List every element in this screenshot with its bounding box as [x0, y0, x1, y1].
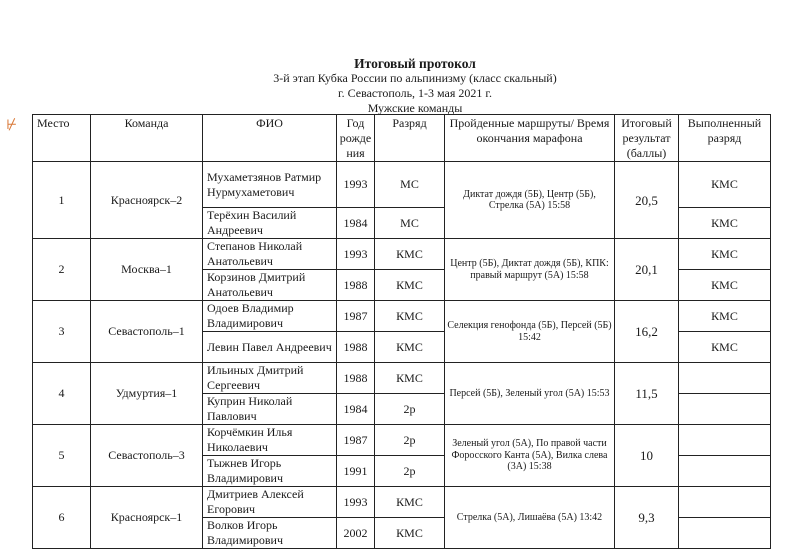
member-rank: КМС	[375, 487, 445, 518]
achieved-cell	[679, 394, 771, 425]
team-cell: Удмуртия–1	[91, 363, 203, 425]
achieved-cell	[679, 456, 771, 487]
place-cell: 4	[33, 363, 91, 425]
member-rank: КМС	[375, 270, 445, 301]
achieved-cell: КМС	[679, 162, 771, 208]
table-row	[33, 487, 771, 518]
member-year: 1987	[337, 301, 375, 332]
result-cell: 11,5	[615, 363, 679, 425]
member-name: Корзинов Дмитрий Анатольевич	[203, 270, 337, 301]
member-rank: 2р	[375, 425, 445, 456]
team-cell: Красноярск–2	[91, 162, 203, 239]
routes-cell: Зеленый угол (5А), По правой части Форосского Канта (5А), Вилка слева (3А) 15:38	[445, 425, 615, 487]
place-cell: 6	[33, 487, 91, 549]
member-year: 1988	[337, 363, 375, 394]
result-cell: 9,3	[615, 487, 679, 549]
document-header	[0, 56, 800, 116]
routes-cell: Персей (5Б), Зеленый угол (5А) 15:53	[445, 363, 615, 425]
team-cell: Севастополь–1	[91, 301, 203, 363]
member-year: 1993	[337, 487, 375, 518]
member-rank: КМС	[375, 363, 445, 394]
result-cell: 16,2	[615, 301, 679, 363]
event-location: г. Севастополь, 1-3 мая 2021 г.	[338, 86, 492, 100]
result-cell: 10	[615, 425, 679, 487]
header-result: Итоговый результат (баллы)	[615, 115, 679, 162]
member-rank: КМС	[375, 239, 445, 270]
place-cell: 2	[33, 239, 91, 301]
document-subtitle: 3-й этап Кубка России по альпинизму (класс скальный)	[273, 71, 557, 85]
table-row	[33, 162, 771, 208]
table-header-row	[33, 115, 771, 162]
table-row	[33, 363, 771, 394]
routes-cell: Диктат дождя (5Б), Центр (5Б), Стрелка (5А) 15:58	[445, 162, 615, 239]
member-name: Ильиных Дмитрий Сергеевич	[203, 363, 337, 394]
achieved-cell: КМС	[679, 239, 771, 270]
member-year: 1988	[337, 332, 375, 363]
member-name: Терёхин Василий Андреевич	[203, 208, 337, 239]
member-year: 1993	[337, 239, 375, 270]
member-year: 2002	[337, 518, 375, 549]
achieved-cell	[679, 518, 771, 549]
team-cell: Красноярск–1	[91, 487, 203, 549]
member-rank: МС	[375, 162, 445, 208]
member-rank: 2р	[375, 456, 445, 487]
team-cell: Севастополь–3	[91, 425, 203, 487]
achieved-cell	[679, 363, 771, 394]
member-name: Куприн Николай Павлович	[203, 394, 337, 425]
member-rank: КМС	[375, 518, 445, 549]
member-name: Левин Павел Андреевич	[203, 332, 337, 363]
routes-cell: Селекция генофонда (5Б), Персей (5Б) 15:42	[445, 301, 615, 363]
achieved-cell	[679, 425, 771, 456]
member-rank: 2р	[375, 394, 445, 425]
header-rank: Разряд	[375, 115, 445, 162]
table-row	[33, 425, 771, 456]
routes-cell: Стрелка (5А), Лишаёва (5А) 13:42	[445, 487, 615, 549]
member-rank: КМС	[375, 332, 445, 363]
header-achieved: Выполненный разряд	[679, 115, 771, 162]
place-cell: 3	[33, 301, 91, 363]
member-year: 1987	[337, 425, 375, 456]
place-cell: 5	[33, 425, 91, 487]
member-name: Мухаметзянов Ратмир Нурмухаметович	[203, 162, 337, 208]
team-cell: Москва–1	[91, 239, 203, 301]
member-name: Корчёмкин Илья Николаевич	[203, 425, 337, 456]
place-cell: 1	[33, 162, 91, 239]
routes-cell: Центр (5Б), Диктат дождя (5Б), КПК: правый маршрут (5А) 15:58	[445, 239, 615, 301]
handwritten-mark: ⊬	[6, 117, 18, 132]
member-rank: МС	[375, 208, 445, 239]
member-name: Тыжнев Игорь Владимирович	[203, 456, 337, 487]
table-row	[33, 301, 771, 332]
member-name: Дмитриев Алексей Егорович	[203, 487, 337, 518]
header-year: Год рожде ния	[337, 115, 375, 162]
header-routes: Пройденные маршруты/ Время окончания марафона	[445, 115, 615, 162]
header-fio: ФИО	[203, 115, 337, 162]
member-year: 1991	[337, 456, 375, 487]
member-name: Одоев Владимир Владимирович	[203, 301, 337, 332]
results-table	[32, 114, 771, 549]
member-year: 1984	[337, 208, 375, 239]
member-rank: КМС	[375, 301, 445, 332]
member-year: 1984	[337, 394, 375, 425]
achieved-cell: КМС	[679, 332, 771, 363]
member-year: 1993	[337, 162, 375, 208]
member-name: Степанов Николай Анатольевич	[203, 239, 337, 270]
member-year: 1988	[337, 270, 375, 301]
category-label: Мужские команды	[367, 101, 463, 115]
result-cell: 20,1	[615, 239, 679, 301]
header-team: Команда	[91, 115, 203, 162]
table-row	[33, 239, 771, 270]
member-name: Волков Игорь Владимирович	[203, 518, 337, 549]
achieved-cell	[679, 487, 771, 518]
result-cell: 20,5	[615, 162, 679, 239]
achieved-cell: КМС	[679, 301, 771, 332]
document-title: Итоговый протокол	[354, 56, 476, 71]
header-place: Место	[33, 115, 91, 162]
achieved-cell: КМС	[679, 208, 771, 239]
achieved-cell: КМС	[679, 270, 771, 301]
